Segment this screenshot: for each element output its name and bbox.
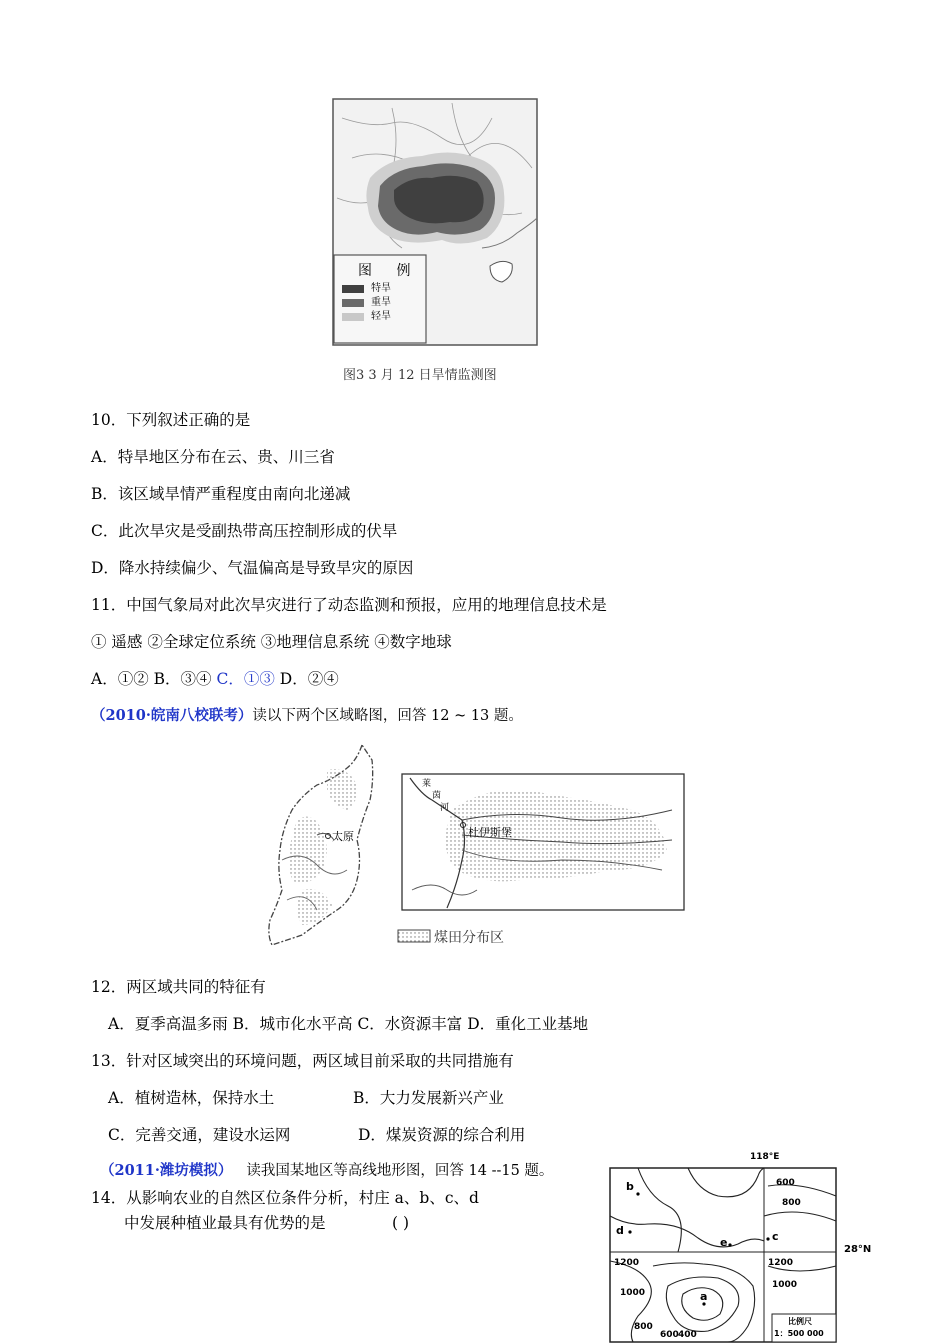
village-a: a (700, 1290, 708, 1303)
q14-bracket: ( ) (392, 1214, 410, 1232)
q13-option-c: C．完善交通，建设水运网 (108, 1126, 291, 1144)
section2-text: 读我国某地区等高线地形图，回答 14 --15 题。 (246, 1163, 554, 1179)
q10-option-d: D．降水持续偏少、气温偏高是导致旱灾的原因 (91, 559, 414, 577)
contour-label: 800 (634, 1322, 653, 1332)
contour-label: 1000 (620, 1288, 646, 1298)
scale-value: 1：500 000 (774, 1329, 824, 1338)
village-c: c (772, 1230, 779, 1243)
label-rhine-1: 莱 (422, 779, 432, 789)
figure3-caption: 图3 3 月 12 日旱情监测图 (343, 368, 497, 383)
q11-option-ab: A．①② B．③④ (91, 670, 212, 688)
contour-label: 600 (776, 1178, 795, 1188)
legend-heavy: 重旱 (371, 297, 391, 308)
q11-items: ① 遥感 ②全球定位系统 ③地理信息系统 ④数字地球 (91, 633, 452, 651)
legend-coalfield: 煤田分布区 (434, 930, 504, 946)
legend-extreme: 特旱 (371, 283, 391, 294)
village-d: d (616, 1224, 624, 1237)
contour-map-figure (608, 1150, 888, 1344)
q10-option-a: A．特旱地区分布在云、贵、川三省 (91, 448, 335, 466)
q11-option-c: C．①③ (216, 670, 275, 688)
legend-light: 轻旱 (371, 311, 391, 322)
scale-title: 比例尺 (788, 1317, 812, 1326)
village-e: e (720, 1236, 728, 1249)
drought-map-figure (332, 98, 538, 346)
q13-stem: 13．针对区域突出的环境问题，两区域目前采取的共同措施有 (91, 1052, 514, 1070)
section2-source: （2011·潍坊模拟） (100, 1162, 233, 1179)
legend-title: 图 例 (358, 263, 421, 279)
village-b: b (626, 1180, 634, 1193)
q11-stem: 11．中国气象局对此次旱灾进行了动态监测和预报，应用的地理信息技术是 (91, 596, 607, 614)
q12-stem: 12．两区域共同的特征有 (91, 978, 266, 996)
label-taiyuan: 太原 (332, 830, 354, 843)
label-duisburg: 杜伊斯堡 (468, 826, 512, 839)
q13-option-b: B．大力发展新兴产业 (353, 1089, 504, 1107)
q14-stem-1: 14．从影响农业的自然区位条件分析，村庄 a、b、c、d (91, 1189, 479, 1207)
q14-stem-2: 中发展种植业最具有优势的是 (124, 1214, 326, 1232)
label-rhine-2: 茵 (432, 791, 442, 801)
q13-option-a: A．植树造林，保持水土 (108, 1089, 275, 1107)
q11-options (91, 669, 339, 689)
q10-option-c: C．此次旱灾是受副热带高压控制形成的伏旱 (91, 522, 398, 540)
longitude-label: 118°E (750, 1152, 780, 1162)
q12-options: A．夏季高温多雨 B．城市化水平高 C．水资源丰富 D．重化工业基地 (108, 1015, 589, 1033)
regions-map (262, 740, 687, 950)
section1-source: （2010·皖南八校联考） (91, 707, 253, 724)
contour-label: 600 (660, 1330, 679, 1340)
section1-text: 读以下两个区域略图，回答 12 ~ 13 题。 (252, 708, 523, 724)
contour-label: 1200 (614, 1258, 640, 1268)
q11-option-d: D．②④ (279, 670, 339, 688)
contour-label: 400 (678, 1330, 697, 1340)
contour-label: 1200 (768, 1258, 794, 1268)
section1-header (91, 706, 523, 726)
latitude-label: 28°N (844, 1244, 872, 1255)
contour-label: 800 (782, 1198, 801, 1208)
section2-header (100, 1161, 553, 1181)
drought-map (332, 98, 538, 346)
label-rhine-3: 河 (440, 803, 450, 813)
q10-option-b: B．该区域旱情严重程度由南向北递减 (91, 485, 351, 503)
regions-figure (262, 740, 687, 950)
q13-option-d: D．煤炭资源的综合利用 (358, 1126, 526, 1144)
contour-label: 1000 (772, 1280, 798, 1290)
q10-stem: 10．下列叙述正确的是 (91, 411, 251, 429)
